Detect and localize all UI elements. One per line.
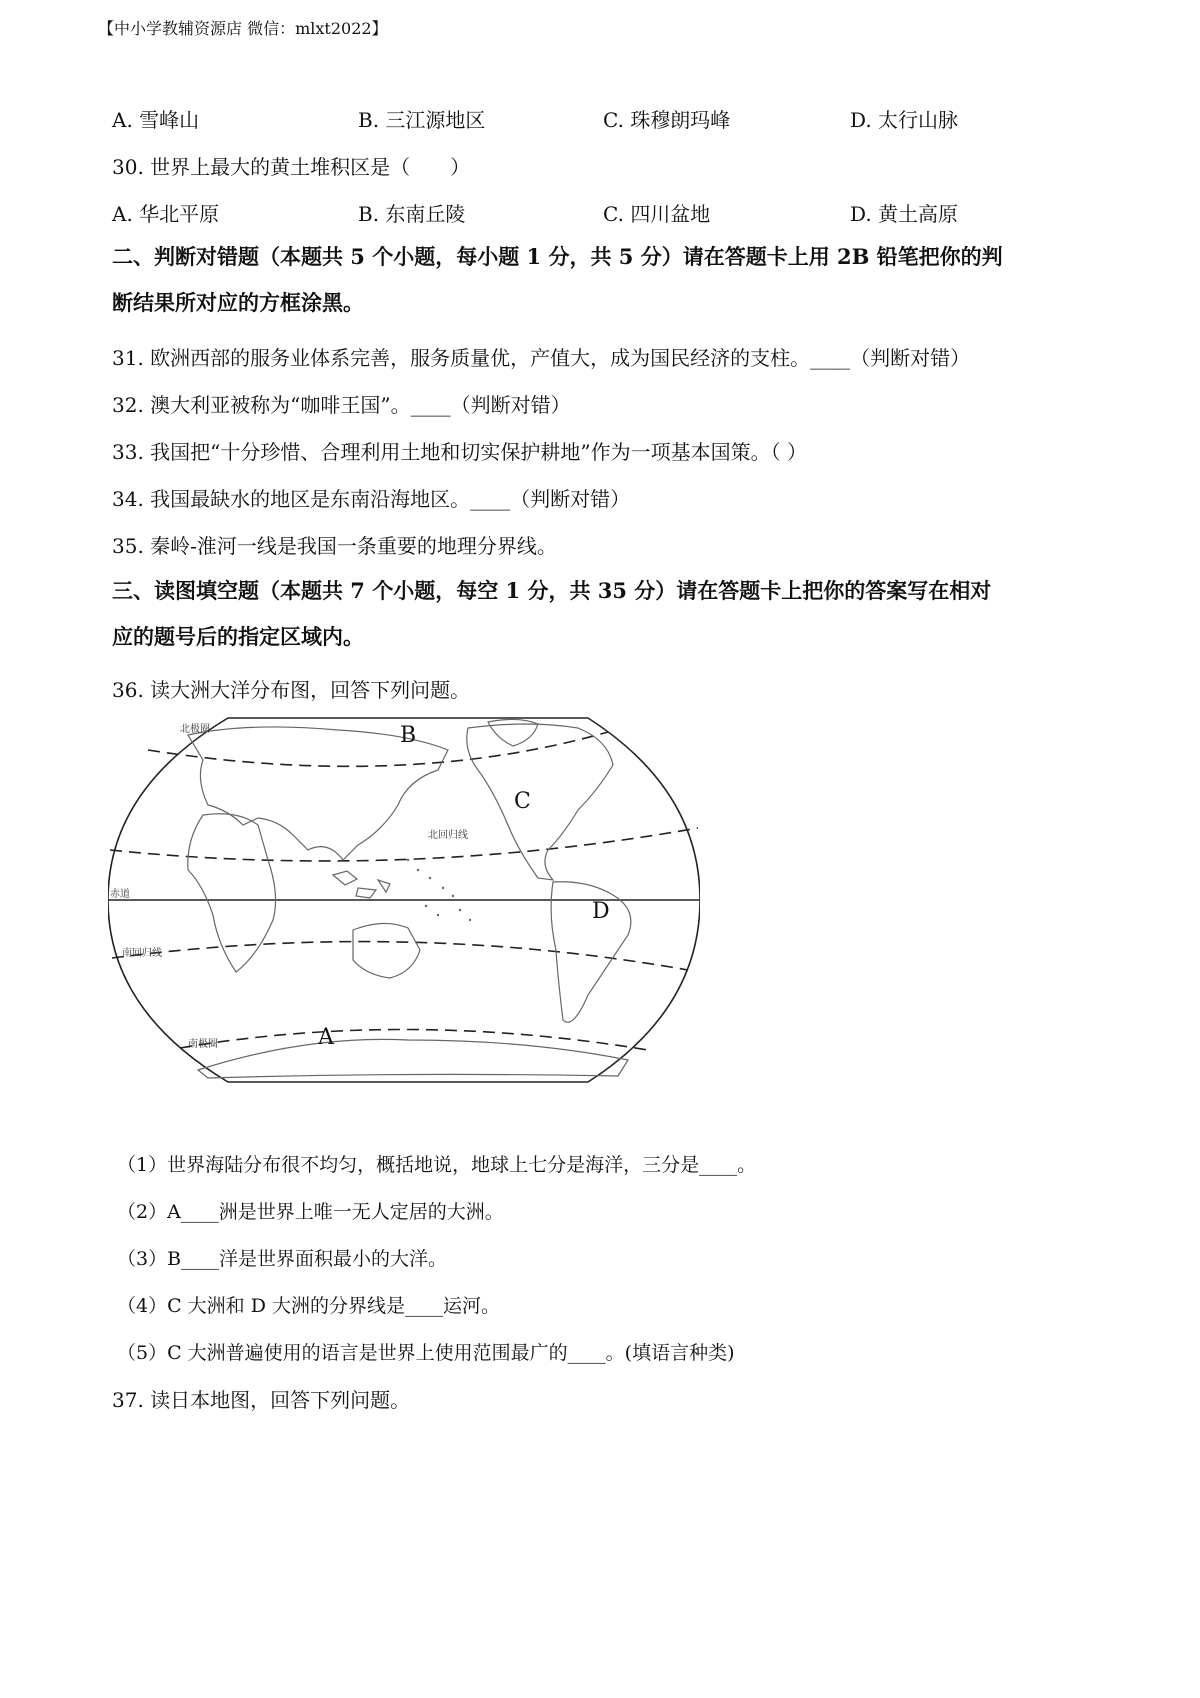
section-3-line-2: 应的题号后的指定区域内。 bbox=[112, 624, 364, 649]
section-2-line-2: 断结果所对应的方框涂黑。 bbox=[112, 290, 364, 315]
q29-option-b: B. 三江源地区 bbox=[358, 108, 486, 132]
tf-question-35: 35. 秦岭-淮河一线是我国一条重要的地理分界线。 bbox=[112, 534, 557, 558]
q37-stem: 37. 读日本地图，回答下列问题。 bbox=[112, 1388, 411, 1412]
section-2-heading bbox=[112, 234, 1102, 326]
label-equator: 赤道 bbox=[110, 889, 130, 900]
q30-option-a: A. 华北平原 bbox=[112, 202, 220, 226]
q30-stem: 30. 世界上最大的黄土堆积区是（ ） bbox=[112, 155, 471, 179]
tf-question-33: 33. 我国把“十分珍惜、合理利用土地和切实保护耕地”作为一项基本国策。（ ） bbox=[112, 440, 807, 464]
world-map bbox=[108, 710, 700, 1090]
section-3-line-1: 三、读图填空题（本题共 7 个小题，每空 1 分，共 35 分）请在答题卡上把你的答案写在相对 bbox=[112, 578, 992, 603]
q36-sub-3: （3）B____洋是世界面积最小的大洋。 bbox=[117, 1248, 448, 1270]
q29-option-d: D. 太行山脉 bbox=[850, 108, 959, 132]
q30-option-b: B. 东南丘陵 bbox=[358, 202, 466, 226]
map-label-d: D bbox=[592, 899, 610, 924]
q30-option-d: D. 黄土高原 bbox=[850, 202, 959, 226]
q36-sub-1: （1）世界海陆分布很不均匀，概括地说，地球上七分是海洋，三分是____。 bbox=[117, 1154, 757, 1176]
q30-option-c: C. 四川盆地 bbox=[603, 202, 711, 226]
q36-sub-5: （5）C 大洲普遍使用的语言是世界上使用范围最广的____。(填语言种类) bbox=[117, 1342, 735, 1364]
map-label-b: B bbox=[400, 723, 417, 748]
section-3-heading bbox=[112, 568, 1102, 660]
q29-option-a: A. 雪峰山 bbox=[112, 108, 200, 132]
label-tropic-cancer: 北回归线 bbox=[428, 830, 468, 841]
label-arctic-circle: 北极圈 bbox=[180, 724, 210, 735]
page-header: 【中小学教辅资源店 微信：mlxt2022】 bbox=[98, 19, 388, 38]
tf-question-34: 34. 我国最缺水的地区是东南沿海地区。____（判断对错） bbox=[112, 487, 631, 511]
section-2-line-1: 二、判断对错题（本题共 5 个小题，每小题 1 分，共 5 分）请在答题卡上用 2B 铅笔把你的判 bbox=[112, 244, 1003, 269]
label-tropic-capricorn: 南回归线 bbox=[122, 948, 162, 959]
q36-stem: 36. 读大洲大洋分布图，回答下列问题。 bbox=[112, 678, 471, 702]
q36-sub-4: （4）C 大洲和 D 大洲的分界线是____运河。 bbox=[117, 1295, 500, 1317]
map-label-a: A bbox=[318, 1025, 334, 1050]
tf-question-32: 32. 澳大利亚被称为“咖啡王国”。____（判断对错） bbox=[112, 393, 571, 417]
label-antarctic-circle: 南极圈 bbox=[188, 1039, 218, 1050]
q36-sub-2: （2）A____洲是世界上唯一无人定居的大洲。 bbox=[117, 1201, 504, 1223]
tf-question-31: 31. 欧洲西部的服务业体系完善，服务质量优，产值大，成为国民经济的支柱。____（判断对错） bbox=[112, 346, 971, 370]
map-label-c: C bbox=[514, 789, 531, 814]
q29-option-c: C. 珠穆朗玛峰 bbox=[603, 108, 731, 132]
world-map-svg bbox=[108, 710, 700, 1090]
